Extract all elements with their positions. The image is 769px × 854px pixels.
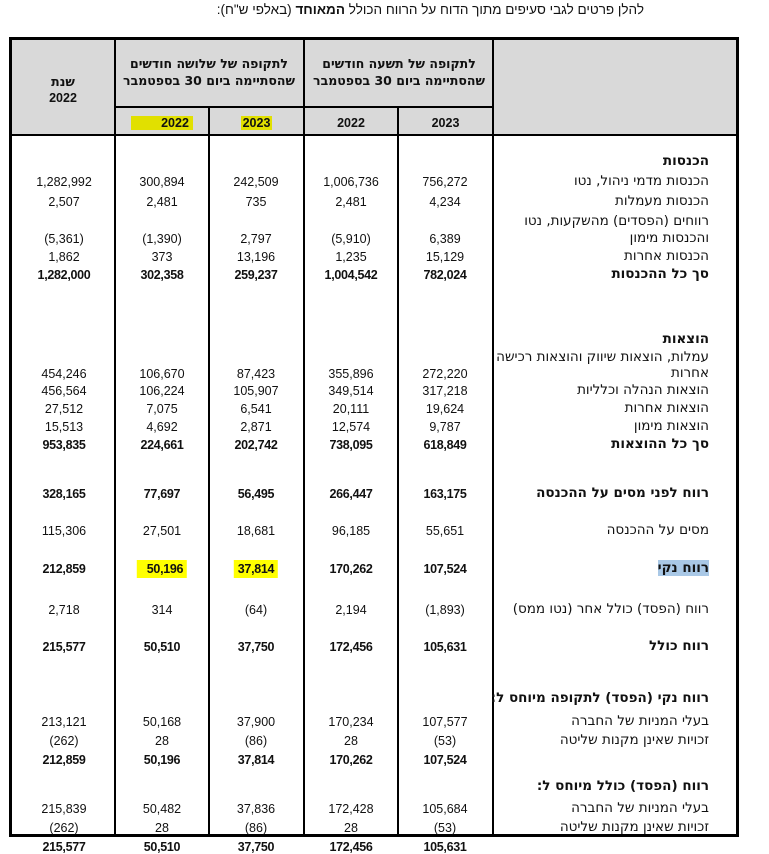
table-cell: 50,510: [143, 840, 181, 854]
table-cell: (53): [433, 821, 457, 835]
table-cell: 2,718: [48, 603, 80, 617]
table-cell: 224,661: [140, 438, 184, 452]
col-divider: [303, 40, 305, 834]
table-cell: 105,631: [423, 640, 467, 654]
table-cell: 172,428: [328, 802, 374, 816]
table-cell: (86): [244, 734, 268, 748]
table-cell: 77,697: [143, 487, 181, 501]
row-label: הכנסות מדמי ניהול, נטו: [574, 173, 709, 189]
table-cell: 28: [344, 821, 358, 835]
table-cell: 328,165: [42, 487, 86, 501]
table-cell: 756,272: [422, 175, 468, 189]
row-label: הוצאות: [662, 331, 709, 347]
table-cell: 213,121: [41, 715, 87, 729]
table-cell: 50,510: [143, 640, 181, 654]
table-cell: 50,196: [137, 562, 187, 576]
header-year: [12, 73, 114, 107]
table-cell: 107,524: [423, 562, 467, 576]
table-cell: 2,797: [240, 232, 272, 246]
row-label: הוצאות הנהלה וכלליות: [577, 382, 709, 398]
table-cell: 15,129: [425, 250, 465, 264]
table-cell: 1,282,992: [36, 175, 92, 189]
table-cell: 738,095: [329, 438, 373, 452]
row-label: סך כל ההכנסות: [611, 266, 709, 282]
row-label: רווח כולל: [649, 638, 709, 654]
table-cell: 6,541: [240, 402, 272, 416]
table-cell: (5,910): [331, 232, 371, 246]
table-cell: 735: [245, 195, 267, 209]
table-cell: 18,681: [236, 524, 276, 538]
caption-prefix: להלן פרטים לגבי סעיפים מתוך הדוח על הרווח הכולל: [348, 2, 644, 17]
table-cell: 37,814: [237, 753, 275, 767]
col-divider: [208, 106, 210, 834]
table-cell: 2,194: [335, 603, 367, 617]
row-label: הכנסות: [662, 153, 709, 169]
table-cell: 1,004,542: [324, 268, 378, 282]
table-cell: (1,390): [142, 232, 182, 246]
table-cell: 106,224: [139, 384, 185, 398]
table-cell: 50,168: [142, 715, 182, 729]
table-cell: 9,787: [429, 420, 461, 434]
table-cell: 115,306: [41, 524, 87, 538]
row-label: רווח לפני מסים על ההכנסה: [536, 485, 709, 501]
table-cell: 953,835: [42, 438, 86, 452]
table-cell: 300,894: [139, 175, 185, 189]
table-cell: 1,282,000: [37, 268, 91, 282]
row-label: מסים על ההכנסה: [606, 522, 709, 538]
column-year-three-2023: 2023: [242, 116, 271, 130]
row-label: עמלות, הוצאות שיווק והוצאות רכישה: [496, 349, 709, 365]
row-label: והכנסות מימון: [629, 230, 709, 246]
row-label: אחרות: [670, 365, 709, 381]
table-cell: 215,577: [42, 840, 86, 854]
table-cell: 96,185: [331, 524, 371, 538]
table-cell: 56,495: [237, 487, 275, 501]
table-cell: 107,577: [422, 715, 468, 729]
table-cell: 172,456: [329, 840, 373, 854]
table-cell: 215,839: [41, 802, 87, 816]
caption-bold: המאוחד: [295, 2, 345, 17]
table-cell: 782,024: [423, 268, 467, 282]
table-cell: (1,893): [425, 603, 465, 617]
table-cell: 172,456: [329, 640, 373, 654]
col-divider: [397, 106, 399, 834]
table-cell: 272,220: [422, 367, 468, 381]
table-cell: 1,235: [335, 250, 367, 264]
table-cell: 105,631: [423, 840, 467, 854]
table-cell: 37,750: [237, 840, 275, 854]
table-cell: 170,262: [329, 562, 373, 576]
table-cell: 20,111: [332, 402, 370, 416]
selected-text[interactable]: רווח נקי: [657, 560, 709, 576]
row-label: הכנסות מעמלות: [615, 193, 709, 209]
table-cell: 107,524: [423, 753, 467, 767]
table-cell: 212,859: [42, 753, 86, 767]
table-cell: 170,262: [329, 753, 373, 767]
row-label: זכויות שאינן מקנות שליטה: [559, 819, 709, 835]
row-label: הוצאות מימון: [633, 418, 709, 434]
table-cell: 242,509: [233, 175, 279, 189]
row-label: זכויות שאינן מקנות שליטה: [559, 732, 709, 748]
column-year-nine-2023: 2023: [431, 116, 460, 130]
table-cell: 37,750: [237, 640, 275, 654]
table-cell: 106,670: [139, 367, 185, 381]
table-cell: 105,684: [422, 802, 468, 816]
table-cell: 454,246: [41, 367, 87, 381]
header-three-months: לתקופה של שלושה חודשים שהסתיימה ביום 30 בספטמבר: [123, 56, 295, 88]
table-cell: 27,501: [142, 524, 182, 538]
row-label: רווחים (הפסדים) מהשקעות, נטו: [524, 213, 709, 229]
table-cell: 105,907: [233, 384, 279, 398]
table-cell: (86): [244, 821, 268, 835]
table-cell: 4,692: [146, 420, 178, 434]
table-cell: 7,075: [146, 402, 178, 416]
row-label: בעלי המניות של החברה: [571, 713, 709, 729]
table-cell: (53): [433, 734, 457, 748]
table-cell: 212,859: [42, 562, 86, 576]
row-label: הוצאות אחרות: [624, 400, 709, 416]
table-cell: 266,447: [329, 487, 373, 501]
table-cell: 37,900: [236, 715, 276, 729]
table-cell: 2,871: [240, 420, 272, 434]
table-cell: (262): [49, 734, 79, 748]
table-cell: 6,389: [429, 232, 461, 246]
table-cell: 28: [155, 821, 169, 835]
table-cell: 87,423: [236, 367, 276, 381]
table-cell: 170,234: [328, 715, 374, 729]
table-cell: (64): [244, 603, 268, 617]
row-label: בעלי המניות של החברה: [571, 800, 709, 816]
row-label: רווח (הפסד) כולל אחר (נטו ממס): [512, 601, 709, 617]
col-divider: [114, 40, 116, 834]
table-cell: 50,482: [142, 802, 182, 816]
col-divider: [492, 40, 494, 834]
table-cell: (5,361): [44, 232, 84, 246]
header-year-label: שנת: [51, 74, 75, 89]
table-cell: 50,196: [143, 753, 181, 767]
table-cell: 28: [155, 734, 169, 748]
table-cell: 37,814: [234, 562, 278, 576]
table-cell: 15,513: [44, 420, 84, 434]
row-label: סך כל ההוצאות: [611, 436, 709, 452]
table-cell: 259,237: [234, 268, 278, 282]
row-label: רווח (הפסד) כולל מיוחס ל:: [536, 778, 709, 794]
table-cell: 456,564: [41, 384, 87, 398]
table-cell: 1,862: [48, 250, 80, 264]
table-cell: 2,481: [335, 195, 367, 209]
table-cell: 19,624: [425, 402, 465, 416]
table-cell: 12,574: [331, 420, 371, 434]
table-caption: [217, 2, 644, 17]
row-label: הכנסות אחרות: [624, 248, 709, 264]
row-label: רווח נקי (הפסד) לתקופה מיוחס ל:: [490, 690, 709, 706]
table-cell: 314: [151, 603, 173, 617]
header-bottom-line: [12, 134, 736, 136]
table-cell: 202,742: [234, 438, 278, 452]
table-cell: 13,196: [236, 250, 276, 264]
table-cell: 28: [344, 734, 358, 748]
table-cell: 27,512: [44, 402, 84, 416]
table-cell: 215,577: [42, 640, 86, 654]
header-nine-months: לתקופה של תשעה חודשים שהסתיימה ביום 30 בספטמבר: [313, 56, 485, 88]
table-cell: 355,896: [328, 367, 374, 381]
column-year-three-2022: 2022: [116, 113, 208, 133]
table-cell: 1,006,736: [323, 175, 379, 189]
header-year-value: 2022: [49, 91, 77, 105]
table-cell: 2,481: [146, 195, 178, 209]
table-cell: 349,514: [328, 384, 374, 398]
column-year-nine-2022: 2022: [337, 116, 365, 130]
table-cell: (262): [49, 821, 79, 835]
table-cell: 4,234: [429, 195, 461, 209]
table-cell: 302,358: [140, 268, 184, 282]
caption-suffix: (באלפי ש"ח):: [216, 2, 292, 17]
table-cell: 163,175: [423, 487, 467, 501]
table-cell: 55,651: [425, 524, 465, 538]
income-statement-table: [9, 37, 739, 854]
table-cell: 618,849: [423, 438, 467, 452]
table-cell: 2,507: [48, 195, 80, 209]
row-label: [658, 560, 709, 576]
table-cell: 317,218: [422, 384, 468, 398]
table-cell: 373: [151, 250, 173, 264]
table-cell: 37,836: [236, 802, 276, 816]
